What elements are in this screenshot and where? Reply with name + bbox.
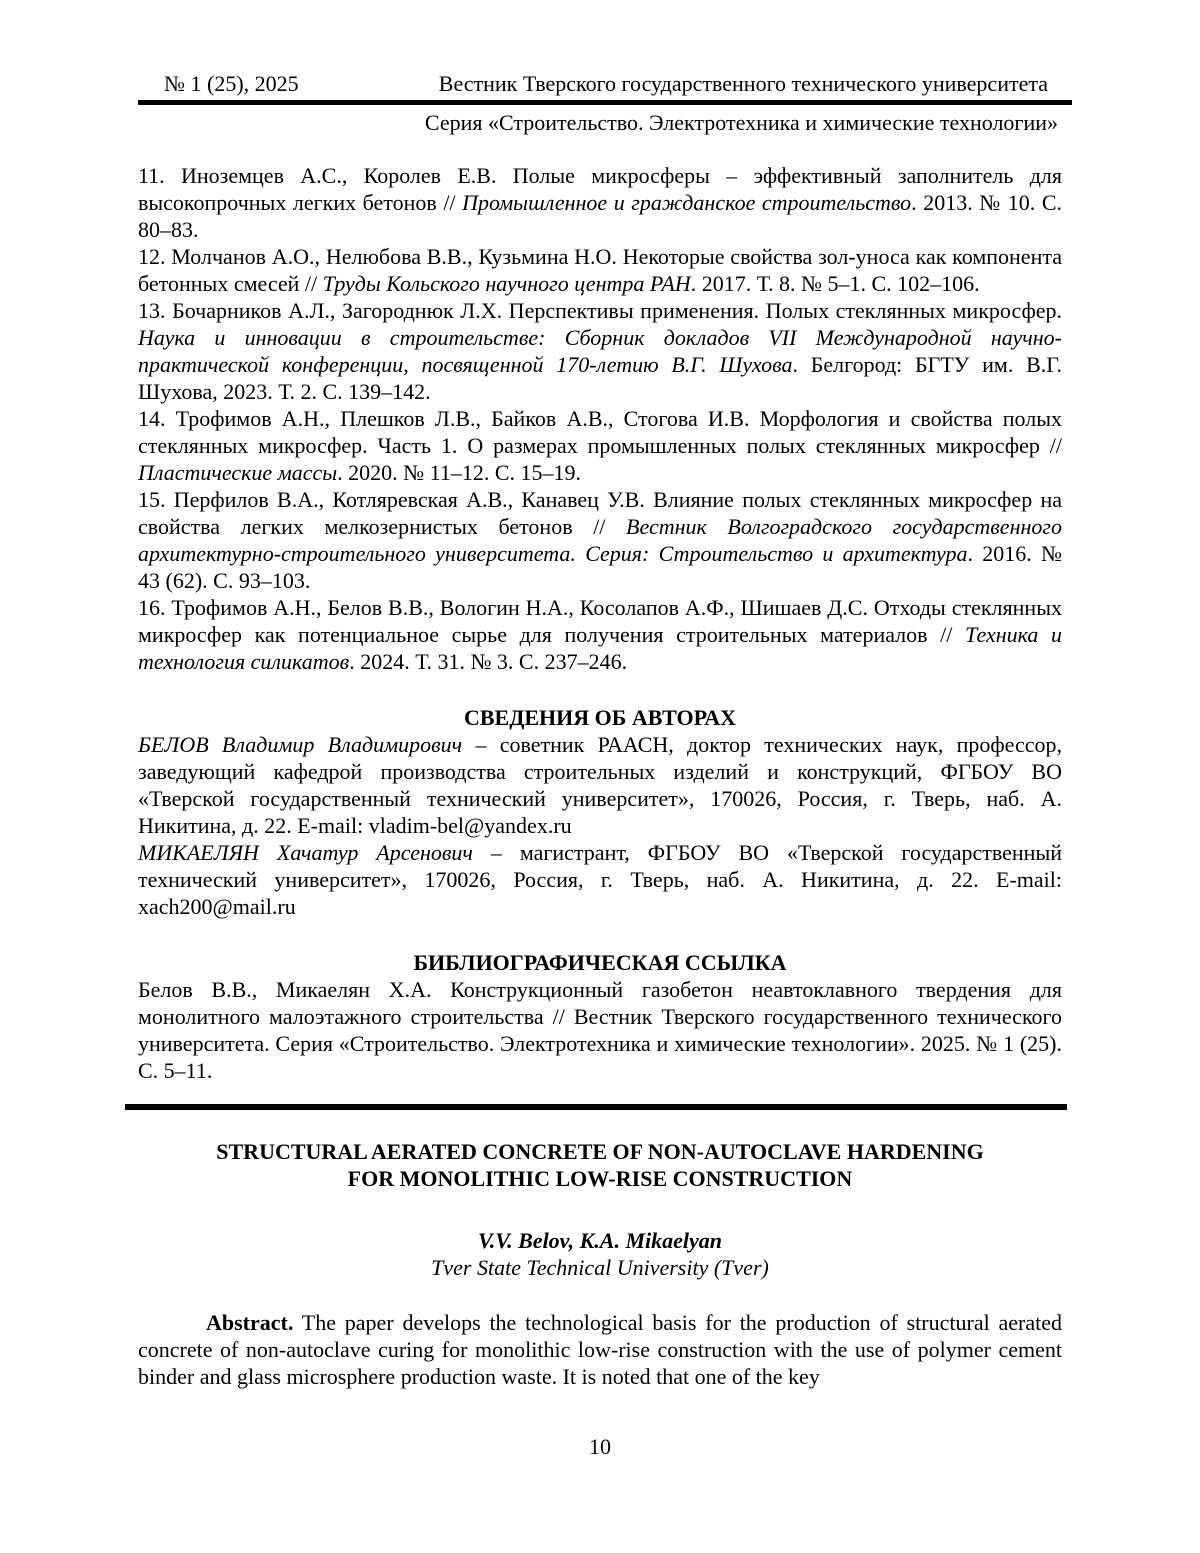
header-rule (138, 100, 1072, 105)
citation-text: Белов В.В., Микаелян Х.А. Конструкционный газобетон неавтоклавного твердения для монолитного малоэтажного строительства // Вестник Тверского государственного технического университета. Серия «Строительство. Электротехника и химические технологии». 2025. № 1 (25). С. 5–11. (138, 977, 1062, 1083)
author-info: МИКАЕЛЯН Хачатур Арсенович – магистрант, ФГБОУ ВО «Тверской государственный технический университет», 170026, Россия, г. Тверь, наб. А. Никитина, д. 22. E-mail: xach200@mail.ru (138, 840, 1062, 919)
reference-item: 15. Перфилов В.А., Котляревская А.В., Канавец У.В. Влияние полых стеклянных микросфер на свойства легких мелкозернистых бетонов // Вестник Волгоградского государственного архитектурно-строительного университета. Серия: Строительство и архитектура. 2016. № 43 (62). С. 93–103. (138, 487, 1062, 593)
reference-item: 16. Трофимов А.Н., Белов В.В., Вологин Н.А., Косолапов А.Ф., Шишаев Д.С. Отходы стеклянных микросфер как потенциальное сырье для получения строительных материалов // Техника и технология силикатов. 2024. Т. 31. № 3. С. 237–246. (138, 595, 1062, 674)
abstract-paragraph: Abstract. The paper develops the technological basis for the production of structural aerated concrete of non-autoclave curing for monolithic low-rise construction with the use of polymer cement binder and glass microsphere production waste. It is noted that one of the key (138, 1310, 1062, 1389)
journal-title: Вестник Тверского государственного технического университета (438, 71, 1048, 96)
page-header (138, 70, 1062, 136)
english-affiliation: Tver State Technical University (Tver) (431, 1255, 769, 1280)
english-title-line2: FOR MONOLITHIC LOW-RISE CONSTRUCTION (347, 1166, 853, 1191)
page-number: 10 (589, 1434, 611, 1459)
reference-item: 13. Бочарников А.Л., Загороднюк Л.Х. Перспективы применения. Полых стеклянных микросфер. Наука и инновации в строительстве: Сборник докладов VII Международной научно-практической конференции, посвященной 170-летию В.Г. Шухова. Белгород: БГТУ им. В.Г. Шухова, 2023. Т. 2. С. 139–142. (138, 298, 1062, 404)
section-divider (125, 1104, 1067, 1110)
header-row (138, 70, 1062, 97)
reference-item: 11. Иноземцев А.С., Королев Е.В. Полые микросферы – эффективный заполнитель для высокопрочных легких бетонов // Промышленное и гражданское строительство. 2013. № 10. С. 80–83. (138, 163, 1063, 242)
references-list (138, 162, 1062, 675)
author-info: БЕЛОВ Владимир Владимирович – советник РААСН, доктор технических наук, профессор, заведующий кафедрой производства строительных изделий и конструкций, ФГБОУ ВО «Тверской государственный технический университет», 170026, Россия, г. Тверь, наб. А. Никитина, д. 22. E-mail: vladim-bel@yandex.ru (138, 732, 1063, 838)
issue-label: № 1 (25), 2025 (164, 71, 299, 96)
series-title: Серия «Строительство. Электротехника и химические технологии» (424, 110, 1058, 135)
reference-item: 12. Молчанов А.О., Нелюбова В.В., Кузьмина Н.О. Некоторые свойства зол-уноса как компонента бетонных смесей // Труды Кольского научного центра РАН. 2017. Т. 8. № 5–1. С. 102–106. (138, 244, 1062, 296)
english-title (138, 1138, 1062, 1192)
reference-item: 14. Трофимов А.Н., Плешков Л.В., Байков А.В., Стогова И.В. Морфология и свойства полых стеклянных микросфер. Часть 1. О размерах промышленных полых стеклянных микросфер // Пластические массы. 2020. № 11–12. С. 15–19. (138, 406, 1062, 485)
citation-section-heading: БИБЛИОГРАФИЧЕСКАЯ ССЫЛКА (413, 950, 787, 975)
authors-section-heading: СВЕДЕНИЯ ОБ АВТОРАХ (464, 705, 736, 730)
english-title-line1: STRUCTURAL AERATED CONCRETE OF NON-AUTOCLAVE HARDENING (216, 1139, 984, 1164)
english-authors: V.V. Belov, K.A. Mikaelyan (477, 1228, 723, 1253)
